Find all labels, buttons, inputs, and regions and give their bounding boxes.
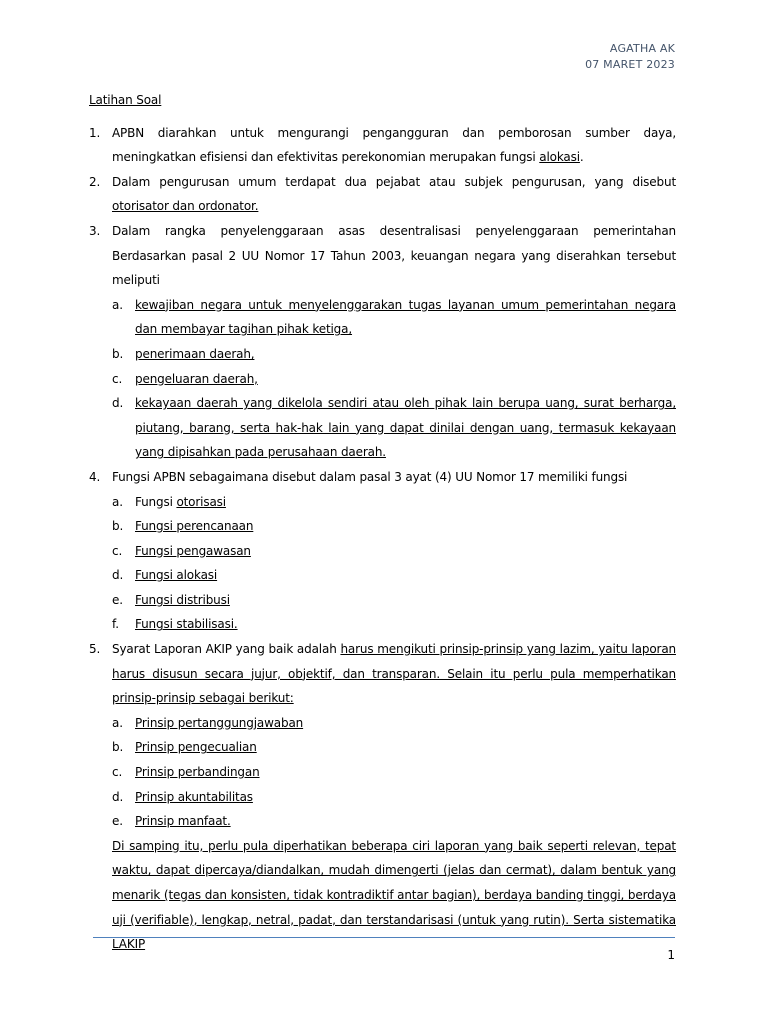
answer-text: kekayaan daerah yang dikelola sendiri atau oleh pihak lain berupa uang, surat berharga, piutang, barang, serta hak-hak lain yang dapat dinilai dengan uang, termasuk kekayaan yang dipisahkan pada perusahaan daerah.	[135, 396, 676, 460]
sub-letter: f.	[112, 617, 119, 632]
header-author: AGATHA AK	[609, 42, 675, 55]
sub-list	[112, 293, 676, 465]
sub-list	[112, 711, 676, 834]
sub-item	[112, 563, 676, 588]
sub-letter: b.	[112, 346, 124, 361]
question-number: 2.	[89, 174, 101, 189]
answer-text: penerimaan daerah,	[135, 346, 255, 361]
sub-letter: a.	[112, 297, 123, 312]
header-date: 07 MARET 2023	[585, 58, 675, 71]
question-number: 4.	[89, 469, 101, 484]
sub-item	[112, 760, 676, 785]
answer-text: Prinsip pertanggungjawaban	[135, 715, 304, 730]
sub-item	[112, 514, 676, 539]
question-item-2	[89, 170, 676, 219]
answer-text: alokasi	[539, 150, 580, 165]
sub-letter: d.	[112, 789, 124, 804]
answer-text: kewajiban negara untuk menyelenggarakan tugas layanan umum pemerintahan negara dan membayar tagihan pihak ketiga,	[135, 297, 676, 337]
answer-text: Fungsi alokasi	[135, 568, 218, 583]
sub-letter: c.	[112, 371, 123, 386]
sub-item	[112, 612, 676, 637]
sub-letter: d.	[112, 568, 124, 583]
answer-text: pengeluaran daerah,	[135, 371, 258, 386]
sub-item	[112, 490, 676, 515]
document-body	[89, 88, 676, 957]
sub-letter: c.	[112, 543, 123, 558]
sub-letter: b.	[112, 740, 124, 755]
sub-item	[112, 735, 676, 760]
answer-text: Fungsi perencanaan	[135, 519, 254, 534]
question-item-4	[89, 465, 676, 637]
question-number: 1.	[89, 125, 101, 140]
sub-item	[112, 293, 676, 342]
question-item-1	[89, 121, 676, 170]
answer-text: Fungsi pengawasan	[135, 543, 251, 558]
answer-text: Prinsip pengecualian	[135, 740, 257, 755]
answer-text: otorisator dan ordonator.	[112, 199, 259, 214]
question-item-3	[89, 219, 676, 465]
footer-divider	[93, 937, 675, 938]
question-text: Dalam rangka penyelenggaraan asas desentralisasi penyelenggaraan pemerintahan Berdasarkan pasal 2 UU Nomor 17 Tahun 2003, keuangan negara yang diserahkan tersebut meliputi	[112, 223, 676, 288]
answer-text: Prinsip akuntabilitas	[135, 789, 253, 804]
sub-item	[112, 391, 676, 465]
answer-text: Di samping itu, perlu pula diperhatikan beberapa ciri laporan yang baik seperti relevan, tepat waktu, dapat dipercaya/diandalkan, mudah dimengerti (jelas dan cermat), dalam bentuk yang menarik (tegas dan konsisten, tidak kontradiktif antar bagian), berdaya banding tinggi, berdaya uji (verifiable), lengkap, netral, padat, dan terstandarisasi (untuk yang rutin). Serta sistematika LAKIP	[112, 838, 676, 952]
answer-text: harus mengikuti prinsip-prinsip yang lazim, yaitu laporan harus disusun secara jujur, objektif, dan transparan. Selain itu perlu pula memperhatikan prinsip-prinsip sebagai berikut:	[112, 642, 676, 706]
sub-item	[112, 588, 676, 613]
section-title: Latihan Soal	[89, 93, 162, 107]
sub-letter: e.	[112, 814, 123, 829]
question-item-5	[89, 637, 676, 957]
question-list	[89, 121, 676, 957]
answer-text: Fungsi distribusi	[135, 592, 230, 607]
question-text: Syarat Laporan AKIP yang baik adalah	[112, 642, 341, 657]
sub-item	[112, 785, 676, 810]
sub-item	[112, 539, 676, 564]
sub-item	[112, 367, 676, 392]
question-number: 5.	[89, 642, 101, 657]
page-header	[585, 41, 675, 73]
question-text: APBN diarahkan untuk mengurangi pengangguran dan pemborosan sumber daya, meningkatkan efisiensi dan efektivitas perekonomian merupakan fungsi	[112, 125, 676, 165]
answer-text: Prinsip manfaat.	[135, 814, 231, 829]
sub-letter: e.	[112, 592, 123, 607]
answer-text: otorisasi	[176, 494, 226, 509]
question-number: 3.	[89, 223, 101, 238]
question-text: Fungsi APBN sebagaimana disebut dalam pasal 3 ayat (4) UU Nomor 17 memiliki fungsi	[112, 469, 628, 484]
sub-letter: a.	[112, 494, 123, 509]
sub-letter: c.	[112, 765, 123, 780]
page-number: 1	[667, 948, 675, 962]
sub-item	[112, 809, 676, 834]
sub-item	[112, 711, 676, 736]
sub-letter: d.	[112, 396, 124, 411]
sub-item	[112, 342, 676, 367]
question-text-end: .	[579, 150, 584, 165]
sub-letter: b.	[112, 519, 124, 534]
sub-prefix: Fungsi	[135, 494, 177, 509]
sub-letter: a.	[112, 715, 123, 730]
answer-text: Prinsip perbandingan	[135, 765, 260, 780]
sub-list	[112, 490, 676, 638]
answer-text: Fungsi stabilisasi.	[135, 617, 238, 632]
answer-continuation	[112, 834, 676, 957]
question-text: Dalam pengurusan umum terdapat dua pejabat atau subjek pengurusan, yang disebut	[112, 174, 676, 189]
